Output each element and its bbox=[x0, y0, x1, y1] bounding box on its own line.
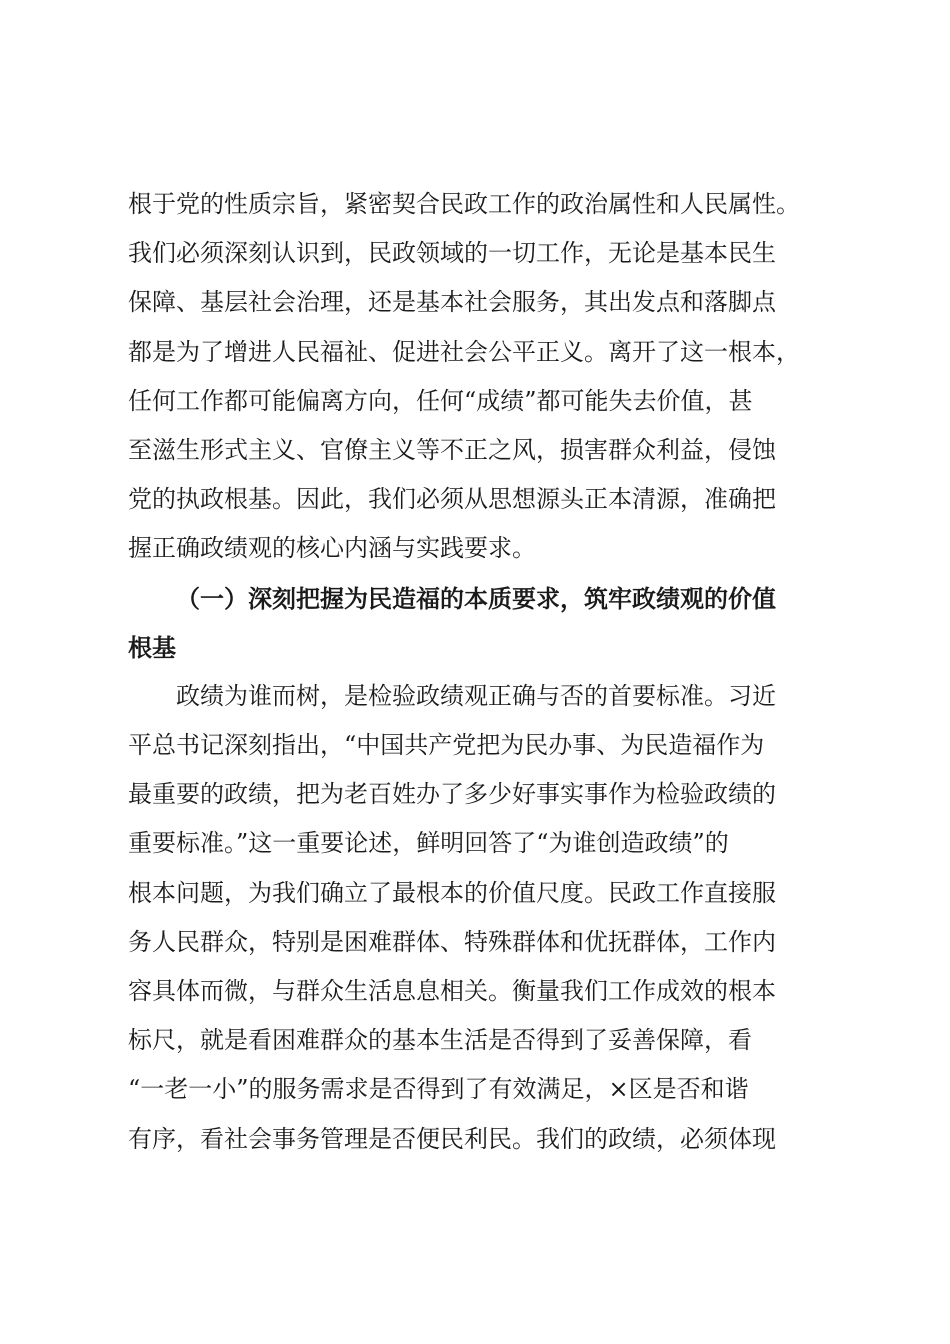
section-heading-1 bbox=[128, 574, 848, 672]
text-line: 握正确政绩观的核心内涵与实践要求。 bbox=[128, 534, 536, 563]
text-line: 容具体而微，与群众生活息息相关。衡量我们工作成效的根本 bbox=[128, 977, 776, 1005]
text-line: 任何工作都可能偏离方向，任何“成绩”都可能失去价值，甚 bbox=[128, 386, 753, 415]
text-line: 我们必须深刻认识到，民政领域的一切工作，无论是基本民生 bbox=[128, 239, 776, 268]
text-line: 标尺，就是看困难群众的基本生活是否得到了妥善保障，看 bbox=[128, 1026, 752, 1055]
text-line: “一老一小”的服务需求是否得到了有效满足，×区是否和谐 bbox=[128, 1075, 749, 1104]
document-body bbox=[128, 180, 848, 1164]
paragraph-1 bbox=[128, 180, 848, 574]
text-line: 保障、基层社会治理，还是基本社会服务，其出发点和落脚点 bbox=[128, 288, 776, 317]
text-line: 最重要的政绩，把为老百姓办了多少好事实事作为检验政绩的 bbox=[128, 780, 776, 809]
text-line: 有序，看社会事务管理是否便民利民。我们的政绩，必须体现 bbox=[128, 1124, 776, 1153]
text-line: 根于党的性质宗旨，紧密契合民政工作的政治属性和人民属性。 bbox=[128, 190, 800, 218]
heading-line: （一）深刻把握为民造福的本质要求，筑牢政绩观的价值 bbox=[176, 583, 776, 613]
text-line: 平总书记深刻指出，“中国共产党把为民办事、为民造福作为 bbox=[128, 731, 765, 760]
text-line: 党的执政根基。因此，我们必须从思想源头正本清源，准确把 bbox=[128, 485, 776, 514]
text-line: 重要标准。”这一重要论述，鲜明回答了“为谁创造政绩”的 bbox=[128, 829, 729, 858]
text-line: 政绩为谁而树，是检验政绩观正确与否的首要标准。习近 bbox=[176, 681, 776, 710]
text-line: 根本问题，为我们确立了最根本的价值尺度。民政工作直接服 bbox=[128, 878, 776, 907]
text-line: 务人民群众，特别是困难群体、特殊群体和优抚群体，工作内 bbox=[128, 927, 776, 956]
heading-line: 根基 bbox=[128, 632, 176, 662]
paragraph-2 bbox=[128, 672, 848, 1164]
text-line: 都是为了增进人民福祉、促进社会公平正义。离开了这一根本， bbox=[128, 337, 800, 366]
text-line: 至滋生形式主义、官僚主义等不正之风，损害群众利益，侵蚀 bbox=[128, 435, 776, 464]
